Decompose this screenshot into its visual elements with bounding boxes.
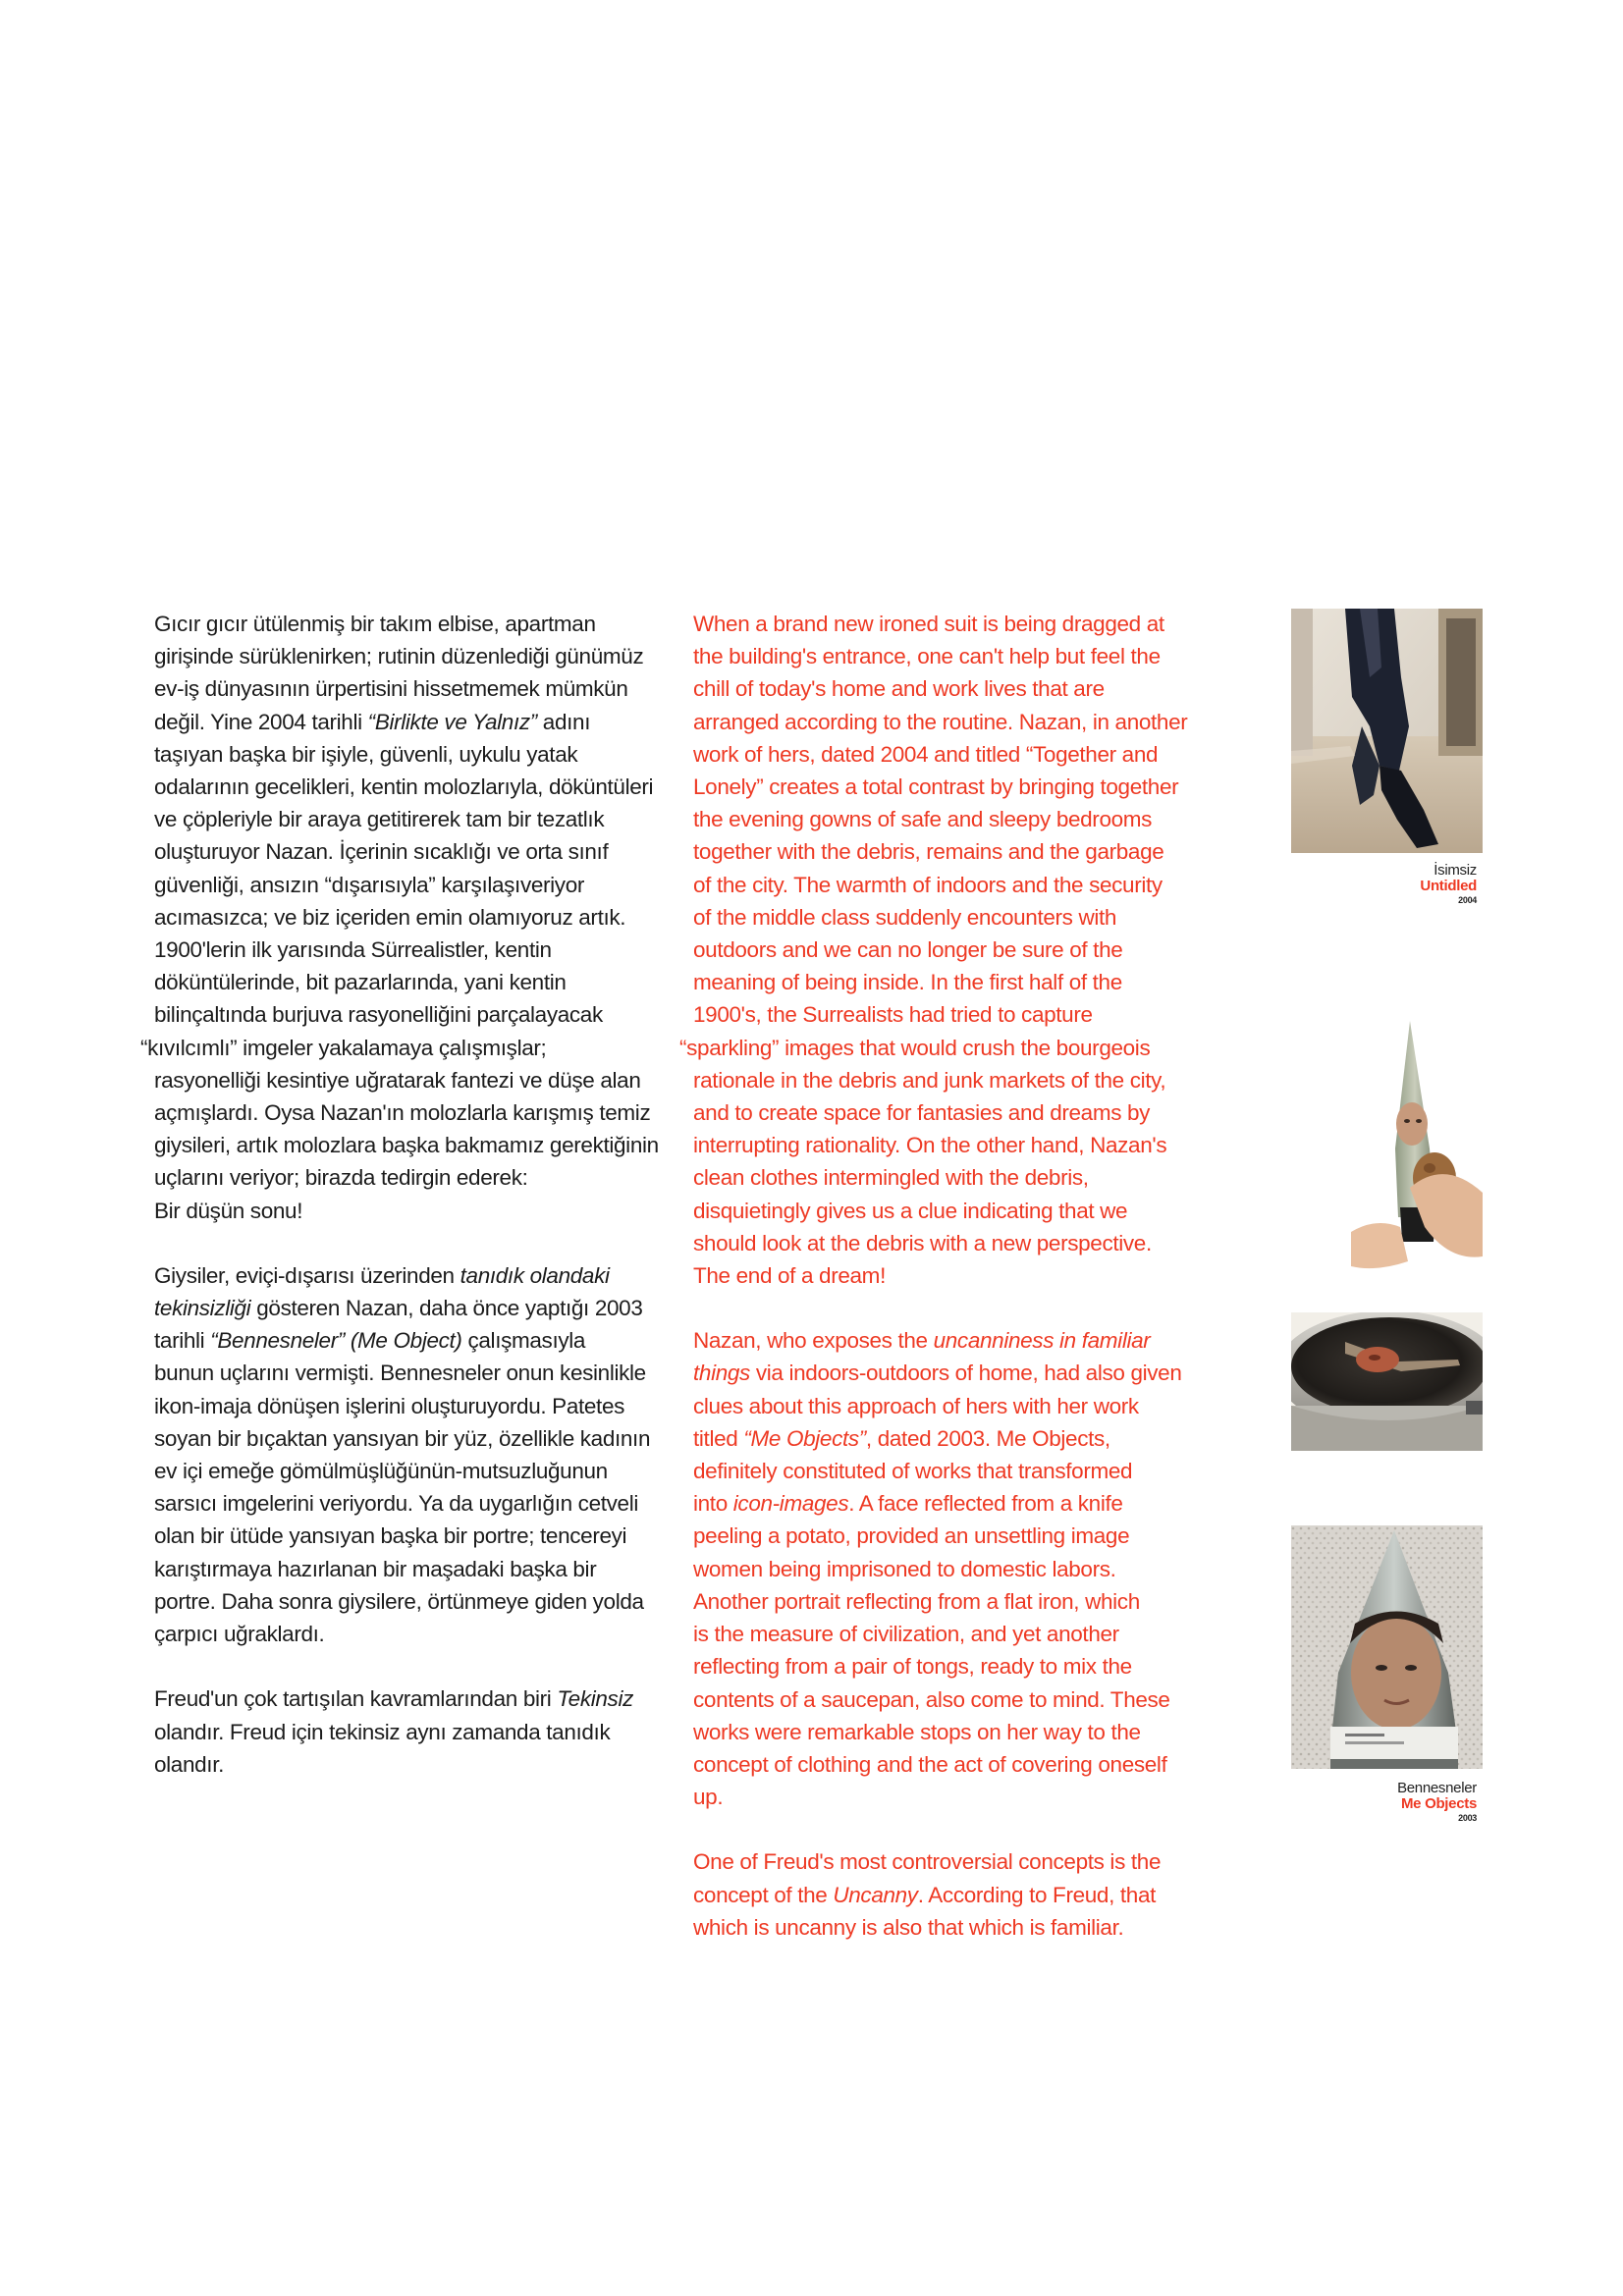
- caption-bennesneler: Bennesneler Me Objects 2003: [1397, 1780, 1477, 1823]
- caption-isimsiz: İsimsiz Untidled 2004: [1420, 862, 1477, 905]
- english-paragraph-3: One of Freud's most controversial concepts is the concept of the Uncanny. According to Freud, that which is uncanny is also that which is familiar.: [693, 1849, 1162, 1940]
- turkish-paragraph-2: Giysiler, eviçi-dışarısı üzerinden tanıdık olandaki tekinsizliği gösteren Nazan, daha önce yaptığı 2003 tarihli “Bennesneler” (Me Object) çalışmasıyla bunun uçlarını vermişti. Bennesneler onun kesinlikle ikon-imaja dönüşen işlerini oluşturuyordu. Patetes soyan bir bıçaktan yansıyan bir yüz, özellikle kadının ev içi emeğe gömülmüşlüğünün-mutsuzluğunun sarsıcı imgelerini veriyordu. Ya da uygarlığın cetveli olan bir ütüde yansıyan başka bir portre; tencereyi karıştırmaya hazırlanan bir maşadaki başka bir portre. Daha sonra giysilere, örtünmeye giden yolda çarpıcı uğraklardı.: [154, 1262, 651, 1647]
- title-me-objects: “Me Objects”: [743, 1425, 866, 1451]
- turkish-column: [140, 608, 675, 1781]
- title-birlikte-ve-yalniz: “Birlikte ve Yalnız”: [367, 709, 537, 734]
- english-paragraph-2: Nazan, who exposes the uncanniness in familiar things via indoors-outdoors of home, had also given clues about this approach of hers with her work titled “Me Objects”, dated 2003. Me Objects, definitely constituted of works that transformed into icon-images. A face reflected from a knife peeling a potato, provided an unsettling image women being imprisoned to domestic labors. Another portrait reflecting from a flat iron, which is the measure of civilization, and yet another reflecting from a pair of tongs, ready to mix the contents of a saucepan, also come to mind. These works were remarkable stops on her way to the concept of clothing and the act of covering oneself up.: [693, 1328, 1182, 1810]
- suit-photo: [1291, 609, 1483, 853]
- turkish-paragraph-3: Freud'un çok tartışılan kavramlarından biri Tekinsiz olandır. Freud için tekinsiz aynı zamanda tanıdık olandır.: [154, 1686, 633, 1777]
- knife-photo: [1351, 1021, 1483, 1272]
- english-paragraph-1: When a brand new ironed suit is being dragged at the building's entrance, one can't help but feel the chill of today's home and work lives that are arranged according to the routine. Nazan, in another work of hers, dated 2004 and titled “Together and Lonely” creates a total contrast by bringing together the evening gowns of safe and sleepy bedrooms together with the debris, remains and the garbage of the city. The warmth of indoors and the security of the middle class suddenly encounters with outdoors and we can no longer be sure of the meaning of being inside. In the first half of the 1900's, the Surrealists had tried to capture “sparkling” images that would crush the bourgeois rationale in the debris and junk markets of the city, and to create space for fantasies and dreams by interrupting rationality. On the other hand, Nazan's clean clothes intermingled with the debris, disquietingly gives us a clue indicating that we should look at the debris with a new perspective. The end of a dream!: [679, 612, 1188, 1289]
- saucepan-photo: [1291, 1312, 1483, 1451]
- english-column: [679, 608, 1223, 1944]
- turkish-paragraph-1: Gıcır gıcır ütülenmiş bir takım elbise, apartman girişinde sürüklenirken; rutinin düzenlediği günümüz ev-iş dünyasının ürpertisini hissetmemek mümkün değil. Yine 2004 tarihli “Birlikte ve Yalnız” adını taşıyan başka bir işiyle, güvenli, uykulu yatak odalarının gecelikleri, kentin molozlarıyla, döküntüleri ve çöpleriyle bir araya getitirerek tam bir tezatlık oluşturuyor Nazan. İçerinin sıcaklığı ve orta sınıf güvenliği, ansızın “dışarısıyla” karşılaşıveriyor acımasızca; ve biz içeriden emin olamıyoruz artık. 1900'lerin ilk yarısında Sürrealistler, kentin döküntülerinde, bit pazarlarında, yani kentin bilinçaltında burjuva rasyonelliğini parçalayacak “kıvılcımlı” imgeler yakalamaya çalışmışlar; rasyonelliği kesintiye uğratarak fantezi ve düşe alan açmışlardı. Oysa Nazan'ın molozlarla karışmış temiz giysileri, artık molozlara başka bakmamız gerektiğinin uçlarını veriyor; birazda tedirgin ederek: Bir düşün sonu!: [140, 612, 659, 1223]
- iron-photo: [1291, 1525, 1483, 1769]
- title-bennesneler: “Bennesneler” (Me Object): [210, 1328, 462, 1354]
